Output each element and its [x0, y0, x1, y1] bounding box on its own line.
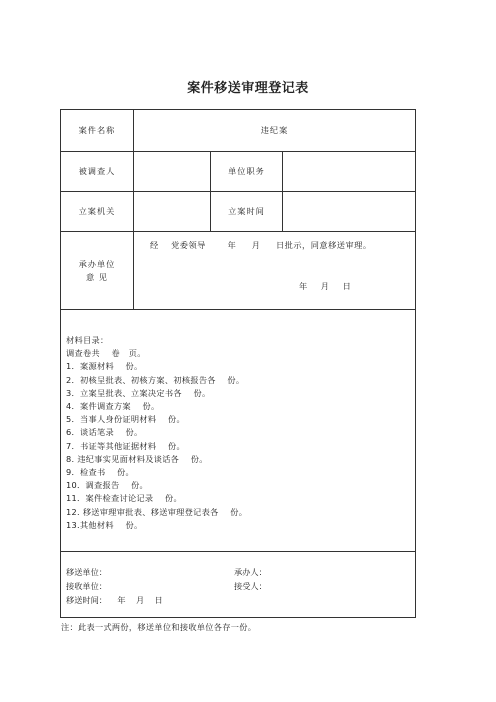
materials-item: 2．初核呈批表、初核方案、初核报告各 份。	[66, 374, 245, 385]
filing-authority-label: 立案机关	[61, 192, 134, 232]
filing-authority-field[interactable]	[134, 192, 211, 232]
materials-item: 12. 移送审理审批表、移送审理登记表各 份。	[66, 506, 248, 517]
opinion-text: 经 党委领导 年 月 日批示，同意移送审理。	[150, 240, 372, 250]
filing-time-field[interactable]	[283, 192, 416, 232]
materials-item: 调查卷共 卷 页。	[66, 348, 146, 359]
materials-item: 材料目录：	[66, 335, 109, 345]
materials-item: 1．案源材料 份。	[66, 361, 143, 372]
materials-item: 9．检查书 份。	[66, 467, 135, 478]
materials-item: 6．谈话笔录 份。	[66, 427, 143, 438]
case-name-value[interactable]: 违纪案	[134, 110, 416, 152]
materials-item: 13.其他材料 份。	[66, 519, 143, 530]
handler-label: 承办人：	[234, 567, 267, 577]
case-name-label: 案件名称	[61, 110, 134, 152]
form-title: 案件移送审理登记表	[187, 81, 309, 96]
investigated-person-field[interactable]	[134, 152, 211, 192]
case-transfer-form	[60, 109, 416, 618]
transfer-info[interactable]	[61, 552, 416, 618]
materials-list[interactable]	[61, 310, 416, 552]
receiving-unit-label: 接收单位：	[66, 581, 107, 591]
materials-item: 3．立案呈批表、立案决定书各 份。	[66, 387, 211, 398]
footnote: 注：此表一式两份，移送单位和接收单位各存一份。	[61, 622, 257, 632]
unit-position-label: 单位职务	[211, 152, 283, 192]
opinion-label-line1: 承办单位	[78, 258, 116, 269]
materials-item: 10．调查报告 份。	[66, 480, 149, 491]
handling-unit-opinion-label	[61, 232, 134, 310]
materials-item: 11．案件检查讨论记录 份。	[66, 493, 182, 504]
materials-item: 4．案件调查方案 份。	[66, 401, 160, 412]
receiver-label: 接受人：	[234, 581, 267, 591]
investigated-person-label: 被调查人	[61, 152, 134, 192]
opinion-date: 年 月 日	[299, 281, 352, 291]
transfer-time-label: 移送时间： 年 月 日	[66, 595, 163, 605]
materials-item: 8. 违纪事实见面材料及谈话各 份。	[66, 453, 208, 464]
materials-item: 7．书证等其他证据材料 份。	[66, 440, 185, 451]
handling-unit-opinion-field[interactable]	[134, 232, 416, 310]
filing-time-label: 立案时间	[211, 192, 283, 232]
materials-item: 5．当事人身份证明材料 份。	[66, 414, 185, 425]
sending-unit-label: 移送单位：	[66, 567, 107, 577]
unit-position-field[interactable]	[283, 152, 416, 192]
opinion-label-line2: 意 见	[86, 271, 108, 282]
